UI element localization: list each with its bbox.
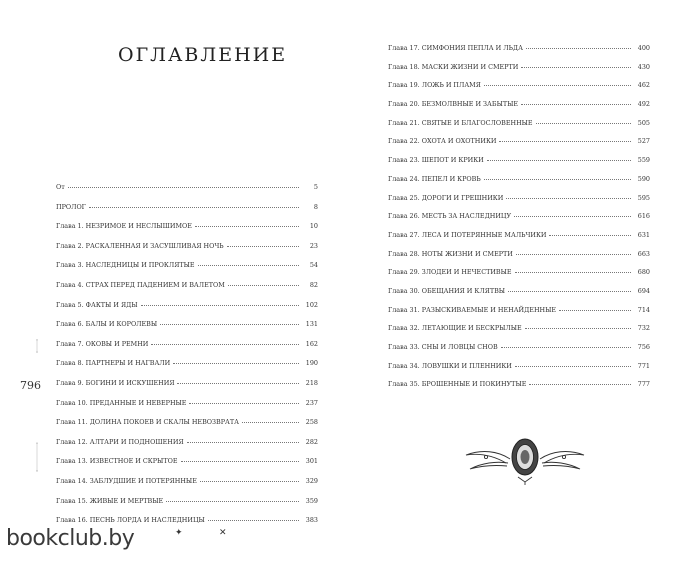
toc-entry: [388, 156, 650, 175]
toc-entry-label: Глава 35. БРОШЕННЫЕ И ПОКИНУТЫЕ: [388, 380, 527, 389]
toc-entry: [56, 497, 318, 517]
toc-entry-page: 190: [305, 359, 318, 368]
toc-entry-page: 131: [305, 320, 318, 329]
dot-leader: [208, 520, 299, 521]
toc-entry-label: Глава 25. ДОРОГИ И ГРЕШНИКИ: [388, 193, 504, 202]
toc-entry-page: 82: [309, 280, 318, 289]
dot-leader: [151, 344, 299, 345]
toc-entry-page: 237: [305, 398, 318, 407]
toc-entry-label: Глава 13. ИЗВЕСТНОЕ И СКРЫТОЕ: [56, 457, 178, 466]
toc-entry-page: 756: [637, 343, 650, 351]
toc-entry: [56, 242, 318, 262]
toc-entry: [56, 261, 318, 281]
toc-entry: [56, 379, 318, 399]
toc-entry-page: 5: [313, 183, 318, 191]
toc-entry: [388, 81, 650, 100]
toc-entry-label: Глава 8. ПАРТНЕРЫ И НАГВАЛИ: [56, 359, 171, 368]
toc-entry-label: Глава 9. БОГИНИ И ИСКУШЕНИЯ: [56, 378, 175, 387]
toc-entry-page: 400: [637, 44, 650, 52]
dot-leader: [501, 347, 631, 348]
toc-entry: [388, 44, 650, 63]
arrow-up-icon: [36, 398, 38, 516]
toc-entry-page: 527: [637, 137, 650, 146]
toc-entry-label: Глава 10. ПРЕДАННЫЕ И НЕВЕРНЫЕ: [56, 398, 187, 407]
toc-entry-label: Глава 19. ЛОЖЬ И ПЛАМЯ: [388, 81, 481, 90]
toc-entry: [388, 362, 650, 381]
dot-leader: [227, 246, 299, 247]
toc-entry-page: 732: [637, 324, 650, 333]
dot-leader: [529, 384, 631, 385]
toc-entry-label: Глава 26. МЕСТЬ ЗА НАСЛЕДНИЦУ: [388, 212, 512, 221]
toc-entry-page: 102: [305, 300, 318, 309]
dot-leader: [506, 198, 631, 199]
toc-entry-page: 8: [313, 202, 318, 211]
toc-entry-label: Глава 29. ЗЛОДЕИ И НЕЧЕСТИВЫЕ: [388, 268, 512, 277]
dot-leader: [536, 123, 631, 124]
dot-leader: [195, 226, 299, 227]
watermark-logo: bookclub.by: [6, 526, 135, 551]
dot-leader: [508, 291, 631, 292]
dot-leader: [521, 104, 631, 105]
toc-entry-page: 771: [637, 361, 650, 370]
dot-leader: [200, 481, 299, 482]
dot-leader: [160, 324, 299, 325]
toc-entry-page: 282: [305, 437, 318, 446]
toc-entry-label: От: [56, 183, 65, 191]
toc-entry: [388, 137, 650, 156]
dot-leader: [499, 141, 631, 142]
toc-entry: [388, 306, 650, 325]
toc-entry-label: Глава 31. РАЗЫСКИВАЕМЫЕ И НЕНАЙДЕННЫЕ: [388, 305, 557, 314]
toc-entry: [388, 268, 650, 287]
right-page: [350, 0, 700, 563]
toc-entry-page: 631: [637, 230, 650, 239]
dot-leader: [525, 328, 631, 329]
toc-entry-label: Глава 34. ЛОВУШКИ И ПЛЕННИКИ: [388, 361, 512, 370]
toc-entry-page: 430: [637, 62, 650, 71]
toc-entry-page: 595: [637, 193, 650, 202]
toc-entry-page: 559: [637, 156, 650, 165]
toc-entry: [56, 457, 318, 477]
toc-entry-page: 218: [305, 378, 318, 387]
toc-entry-label: Глава 14. ЗАБЛУДШИЕ И ПОТЕРЯННЫЕ: [56, 476, 197, 485]
toc-entry-label: Глава 12. АЛТАРИ И ПОДНОШЕНИЯ: [56, 437, 184, 446]
dot-leader: [521, 67, 631, 68]
toc-entry-page: 680: [637, 268, 650, 277]
dot-leader: [166, 501, 299, 502]
toc-entry-label: Глава 5. ФАКТЫ И ЯДЫ: [56, 300, 138, 309]
toc-entry-page: 777: [637, 380, 650, 389]
toc-entry: [388, 100, 650, 119]
toc-entry-label: ПРОЛОГ: [56, 202, 86, 211]
toc-entry: [388, 175, 650, 194]
toc-entry-label: Глава 4. СТРАХ ПЕРЕД ПАДЕНИЕМ И ВАЛЕТОМ: [56, 280, 225, 289]
toc-entry-page: 10: [309, 222, 318, 231]
toc-entry-page: 462: [637, 81, 650, 90]
toc-entry-label: Глава 32. ЛЕТАЮЩИЕ И БЕСКРЫЛЫЕ: [388, 324, 522, 333]
toc-entry-label: Глава 27. ЛЕСА И ПОТЕРЯННЫЕ МАЛЬЧИКИ: [388, 230, 547, 239]
toc-entry-page: 359: [305, 496, 318, 505]
toc-entry-label: Глава 15. ЖИВЫЕ И МЕРТВЫЕ: [56, 496, 164, 505]
toc-title: ОГЛАВЛЕНИЕ: [118, 44, 288, 66]
toc-entry-label: Глава 28. НОТЫ ЖИЗНИ И СМЕРТИ: [388, 249, 513, 258]
dot-leader: [177, 383, 299, 384]
toc-entry-page: 492: [637, 100, 650, 109]
dot-leader: [242, 422, 299, 423]
toc-entry: [56, 203, 318, 223]
toc-entry-label: Глава 23. ШЕПОТ И КРИКИ: [388, 156, 484, 165]
dot-leader: [516, 254, 631, 255]
dot-leader: [198, 265, 299, 266]
toc-entry-page: 714: [637, 305, 650, 314]
dot-leader: [68, 187, 299, 188]
dot-leader: [228, 285, 299, 286]
dot-leader: [187, 442, 299, 443]
dot-leader: [141, 305, 299, 306]
toc-entry: [388, 119, 650, 138]
toc-entry: [56, 340, 318, 360]
toc-entry-label: Глава 11. ДОЛИНА ПОКОЕВ И СКАЛЫ НЕВОЗВРАТА: [56, 418, 239, 427]
toc-entry-page: 258: [305, 418, 318, 427]
dot-leader: [173, 363, 299, 364]
toc-list-left: [56, 183, 318, 536]
toc-entry-page: 694: [637, 286, 650, 295]
toc-entry-page: 663: [637, 249, 650, 258]
toc-entry: [56, 183, 318, 203]
dot-leader: [515, 366, 631, 367]
toc-entry-page: 616: [637, 212, 650, 221]
dot-leader: [89, 207, 299, 208]
dot-leader: [487, 160, 631, 161]
toc-entry: [388, 287, 650, 306]
toc-entry: [56, 320, 318, 340]
toc-entry-label: Глава 16. ПЕСНЬ ЛОРДА И НАСЛЕДНИЦЫ: [56, 516, 205, 525]
toc-entry-label: Глава 1. НЕЗРИМОЕ И НЕСЛЫШИМОЕ: [56, 222, 192, 231]
dot-leader: [559, 310, 631, 311]
toc-entry: [388, 343, 650, 362]
dot-leader: [181, 461, 299, 462]
toc-entry: [388, 63, 650, 82]
toc-entry-label: Глава 22. ОХОТА И ОХОТНИКИ: [388, 137, 497, 146]
arrow-down-icon: [36, 318, 38, 374]
toc-entry-page: 54: [309, 261, 318, 270]
dot-leader: [515, 272, 631, 273]
toc-entry: [388, 324, 650, 343]
toc-entry-label: Глава 33. СНЫ И ЛОВЦЫ СНОВ: [388, 343, 498, 351]
toc-entry: [388, 250, 650, 269]
dot-leader: [549, 235, 631, 236]
dot-leader: [189, 403, 299, 404]
star-icon: ✦: [175, 528, 183, 538]
dot-leader: [514, 216, 631, 217]
toc-entry: [56, 418, 318, 438]
toc-entry: [56, 301, 318, 321]
toc-entry-label: Глава 20. БЕЗМОЛВНЫЕ И ЗАБЫТЫЕ: [388, 100, 519, 109]
toc-entry-page: 383: [305, 516, 318, 525]
cross-star-icon: ✕: [219, 528, 227, 538]
toc-entry: [388, 231, 650, 250]
toc-entry: [56, 438, 318, 458]
dot-leader: [526, 48, 631, 49]
ornament-icon: [460, 425, 590, 485]
toc-entry: [388, 194, 650, 213]
toc-entry-page: 301: [305, 457, 318, 466]
toc-entry-page: 162: [305, 339, 318, 348]
toc-entry: [56, 222, 318, 242]
toc-entry-label: Глава 7. ОКОВЫ И РЕМНИ: [56, 339, 149, 348]
toc-entry-label: Глава 30. ОБЕЩАНИЯ И КЛЯТВЫ: [388, 286, 506, 295]
dot-leader: [484, 85, 631, 86]
toc-entry-label: Глава 18. МАСКИ ЖИЗНИ И СМЕРТИ: [388, 62, 519, 71]
toc-entry-label: Глава 17. СИМФОНИЯ ПЕПЛА И ЛЬДА: [388, 44, 523, 52]
toc-entry: [56, 399, 318, 419]
toc-entry-label: Глава 3. НАСЛЕДНИЦЫ И ПРОКЛЯТЫЕ: [56, 261, 195, 270]
toc-entry-label: Глава 2. РАСКАЛЕННАЯ И ЗАСУШЛИВАЯ НОЧЬ: [56, 241, 224, 250]
toc-entry: [56, 281, 318, 301]
toc-entry-label: Глава 21. СВЯТЫЕ И БЛАГОСЛОВЕННЫЕ: [388, 118, 533, 127]
toc-entry-label: Глава 6. БАЛЫ И КОРОЛЕВЫ: [56, 320, 158, 329]
toc-list-right: [388, 44, 650, 399]
toc-entry-page: 329: [305, 476, 318, 485]
toc-entry-label: Глава 24. ПЕПЕЛ И КРОВЬ: [388, 174, 481, 183]
page-number: 796: [20, 379, 41, 392]
toc-entry: [388, 380, 650, 399]
toc-entry-page: 23: [309, 241, 318, 250]
toc-entry-page: 590: [637, 174, 650, 183]
toc-entry: [56, 359, 318, 379]
dot-leader: [484, 179, 631, 180]
toc-entry: [388, 212, 650, 231]
toc-entry-page: 505: [637, 118, 650, 127]
toc-entry: [56, 477, 318, 497]
